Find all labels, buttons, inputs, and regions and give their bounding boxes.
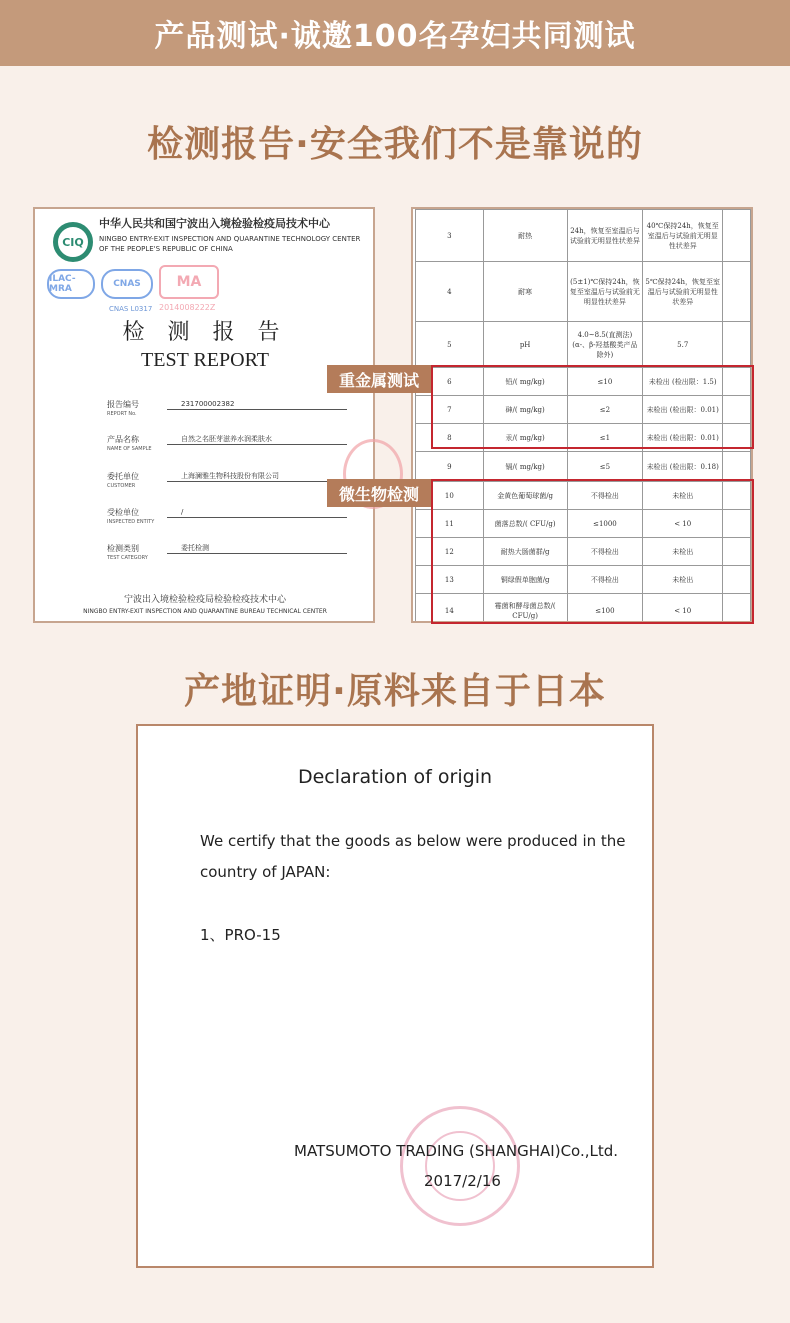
row-item: 镉/( mg/kg) — [483, 452, 567, 482]
row-item: 铜绿假单胞菌/g — [483, 566, 567, 594]
table-row — [416, 538, 751, 566]
row-no: 13 — [416, 566, 484, 594]
row-no: 6 — [416, 368, 484, 396]
row-result: 未检出 (检出限：0.01) — [643, 424, 723, 452]
field-value: 231700002382 — [167, 399, 347, 410]
report-title-en: TEST REPORT — [141, 349, 269, 371]
heavy-metal-tag: 重金属测试 — [327, 365, 431, 393]
row-no: 4 — [416, 262, 484, 322]
row-result: 未检出 (检出限：0.01) — [643, 396, 723, 424]
row-blank — [723, 482, 751, 510]
microbe-tag: 微生物检测 — [327, 479, 431, 507]
table-row — [416, 210, 751, 262]
row-req: ≤10 — [567, 368, 643, 396]
report-field-customer — [107, 471, 357, 497]
report-footer-cn: 宁波出入境检验检疫局检验检疫技术中心 — [123, 595, 286, 605]
cnas-mark-icon: CNAS — [101, 269, 153, 299]
field-value: / — [167, 507, 347, 518]
ciq-logo: CIQ — [53, 222, 93, 262]
row-blank — [723, 210, 751, 262]
row-req: ≤1000 — [567, 510, 643, 538]
row-item: 耐寒 — [483, 262, 567, 322]
report-org-en: NINGBO ENTRY-EXIT INSPECTION AND QUARANTINE TECHNOLOGY CENTER OF THE PEOPLE'S REPUBLIC OF CHINA — [99, 235, 361, 253]
report-footer-en: NINGBO ENTRY-EXIT INSPECTION AND QUARANTINE BUREAU TECHNICAL CENTER — [83, 608, 327, 615]
origin-title: Declaration of origin — [297, 766, 493, 788]
row-no: 5 — [416, 322, 484, 368]
field-label: 产品名称 — [107, 435, 139, 444]
row-blank — [723, 594, 751, 624]
section-heading-test-report: 检测报告·安全我们不是靠说的 — [147, 124, 643, 165]
report-org-cn: 中华人民共和国宁波出入境检验检疫局技术中心 — [99, 217, 330, 230]
table-row — [416, 368, 751, 396]
field-value: 自然之名胚芽滋养水润柔肤水 — [167, 434, 347, 445]
row-blank — [723, 538, 751, 566]
field-label: 委托单位 — [107, 472, 139, 481]
cma-mark-icon: MA — [159, 265, 219, 299]
field-label-en: REPORT No. — [107, 411, 137, 417]
row-req: 不得检出 — [567, 482, 643, 510]
row-blank — [723, 396, 751, 424]
top-banner: 产品测试·诚邀100名孕妇共同测试 — [0, 0, 790, 66]
row-blank — [723, 368, 751, 396]
row-result: 未检出 — [643, 482, 723, 510]
row-req: ≤100 — [567, 594, 643, 624]
field-value: 上海澜雅生物科技股份有限公司 — [167, 471, 347, 482]
table-row — [416, 594, 751, 624]
row-blank — [723, 510, 751, 538]
row-req: 24h，恢复至室温后与试验前无明显性状差异 — [567, 210, 643, 262]
field-label: 受检单位 — [107, 508, 139, 517]
row-req: ≤2 — [567, 396, 643, 424]
section-heading-origin: 产地证明·原料来自于日本 — [184, 671, 606, 712]
row-result: 未检出 (检出限：1.5) — [643, 368, 723, 396]
field-label-en: TEST CATEGORY — [107, 555, 148, 561]
row-result: 5.7 — [643, 322, 723, 368]
report-field-number — [107, 399, 357, 425]
table-row — [416, 424, 751, 452]
row-item: 耐热 — [483, 210, 567, 262]
field-label: 检测类别 — [107, 544, 139, 553]
field-value: 委托检测 — [167, 543, 347, 554]
origin-company: MATSUMOTO TRADING (SHANGHAI)Co.,Ltd. — [294, 1142, 619, 1160]
row-no: 7 — [416, 396, 484, 424]
row-item: 铅/( mg/kg) — [483, 368, 567, 396]
row-item: 金黄色葡萄球菌/g — [483, 482, 567, 510]
origin-date: 2017/2/16 — [424, 1172, 501, 1190]
test-results-table — [411, 207, 753, 623]
row-req: 不得检出 — [567, 566, 643, 594]
table-row — [416, 396, 751, 424]
row-result: 5℃保持24h，恢复至室温后与试验前无明显性状差异 — [643, 262, 723, 322]
cma-number: 2014008222Z — [159, 303, 216, 312]
row-req: (5±1)℃保持24h，恢复至室温后与试验前无明显性状差异 — [567, 262, 643, 322]
row-item: 菌落总数/( CFU/g) — [483, 510, 567, 538]
ilac-mark-icon: ILAC-MRA — [47, 269, 95, 299]
row-req: ≤5 — [567, 452, 643, 482]
origin-item: 1、PRO-15 — [200, 926, 281, 944]
field-label-en: INSPECTED ENTITY — [107, 519, 155, 525]
origin-body: We certify that the goods as below were produced in the country of JAPAN: — [200, 832, 626, 881]
row-result: < 10 — [643, 594, 723, 624]
row-result: 40℃保持24h，恢复至室温后与试验前无明显性状差异 — [643, 210, 723, 262]
row-result: 未检出 — [643, 538, 723, 566]
row-blank — [723, 424, 751, 452]
results-table — [415, 209, 751, 623]
row-no: 10 — [416, 482, 484, 510]
report-field-inspected — [107, 507, 357, 533]
table-row — [416, 510, 751, 538]
row-no: 12 — [416, 538, 484, 566]
cnas-number: CNAS L0317 — [109, 305, 153, 313]
field-label-en: NAME OF SAMPLE — [107, 446, 152, 452]
row-item: 霉菌和酵母菌总数/( CFU/g) — [483, 594, 567, 624]
row-item: 砷/( mg/kg) — [483, 396, 567, 424]
row-item: pH — [483, 322, 567, 368]
row-no: 3 — [416, 210, 484, 262]
field-label: 报告编号 — [107, 400, 139, 409]
row-no: 8 — [416, 424, 484, 452]
table-row — [416, 322, 751, 368]
row-blank — [723, 566, 751, 594]
row-result: < 10 — [643, 510, 723, 538]
declaration-of-origin — [136, 724, 654, 1268]
row-item: 汞/( mg/kg) — [483, 424, 567, 452]
row-req: ≤1 — [567, 424, 643, 452]
table-row — [416, 262, 751, 322]
row-req: 4.0~8.5(直测法)(α-、β-羟基酸类产品除外) — [567, 322, 643, 368]
test-report-cover — [33, 207, 375, 623]
row-req: 不得检出 — [567, 538, 643, 566]
row-result: 未检出 (检出限：0.18) — [643, 452, 723, 482]
report-title-cn: 检 测 报 告 — [122, 320, 288, 345]
row-blank — [723, 262, 751, 322]
field-label-en: CUSTOMER — [107, 483, 136, 489]
row-item: 耐热大肠菌群/g — [483, 538, 567, 566]
table-row — [416, 452, 751, 482]
row-no: 9 — [416, 452, 484, 482]
row-blank — [723, 322, 751, 368]
row-blank — [723, 452, 751, 482]
table-row — [416, 482, 751, 510]
row-no: 11 — [416, 510, 484, 538]
row-no: 14 — [416, 594, 484, 624]
row-result: 未检出 — [643, 566, 723, 594]
table-row — [416, 566, 751, 594]
report-field-category — [107, 543, 357, 569]
report-field-sample — [107, 434, 357, 460]
company-stamp-icon — [400, 1106, 520, 1226]
